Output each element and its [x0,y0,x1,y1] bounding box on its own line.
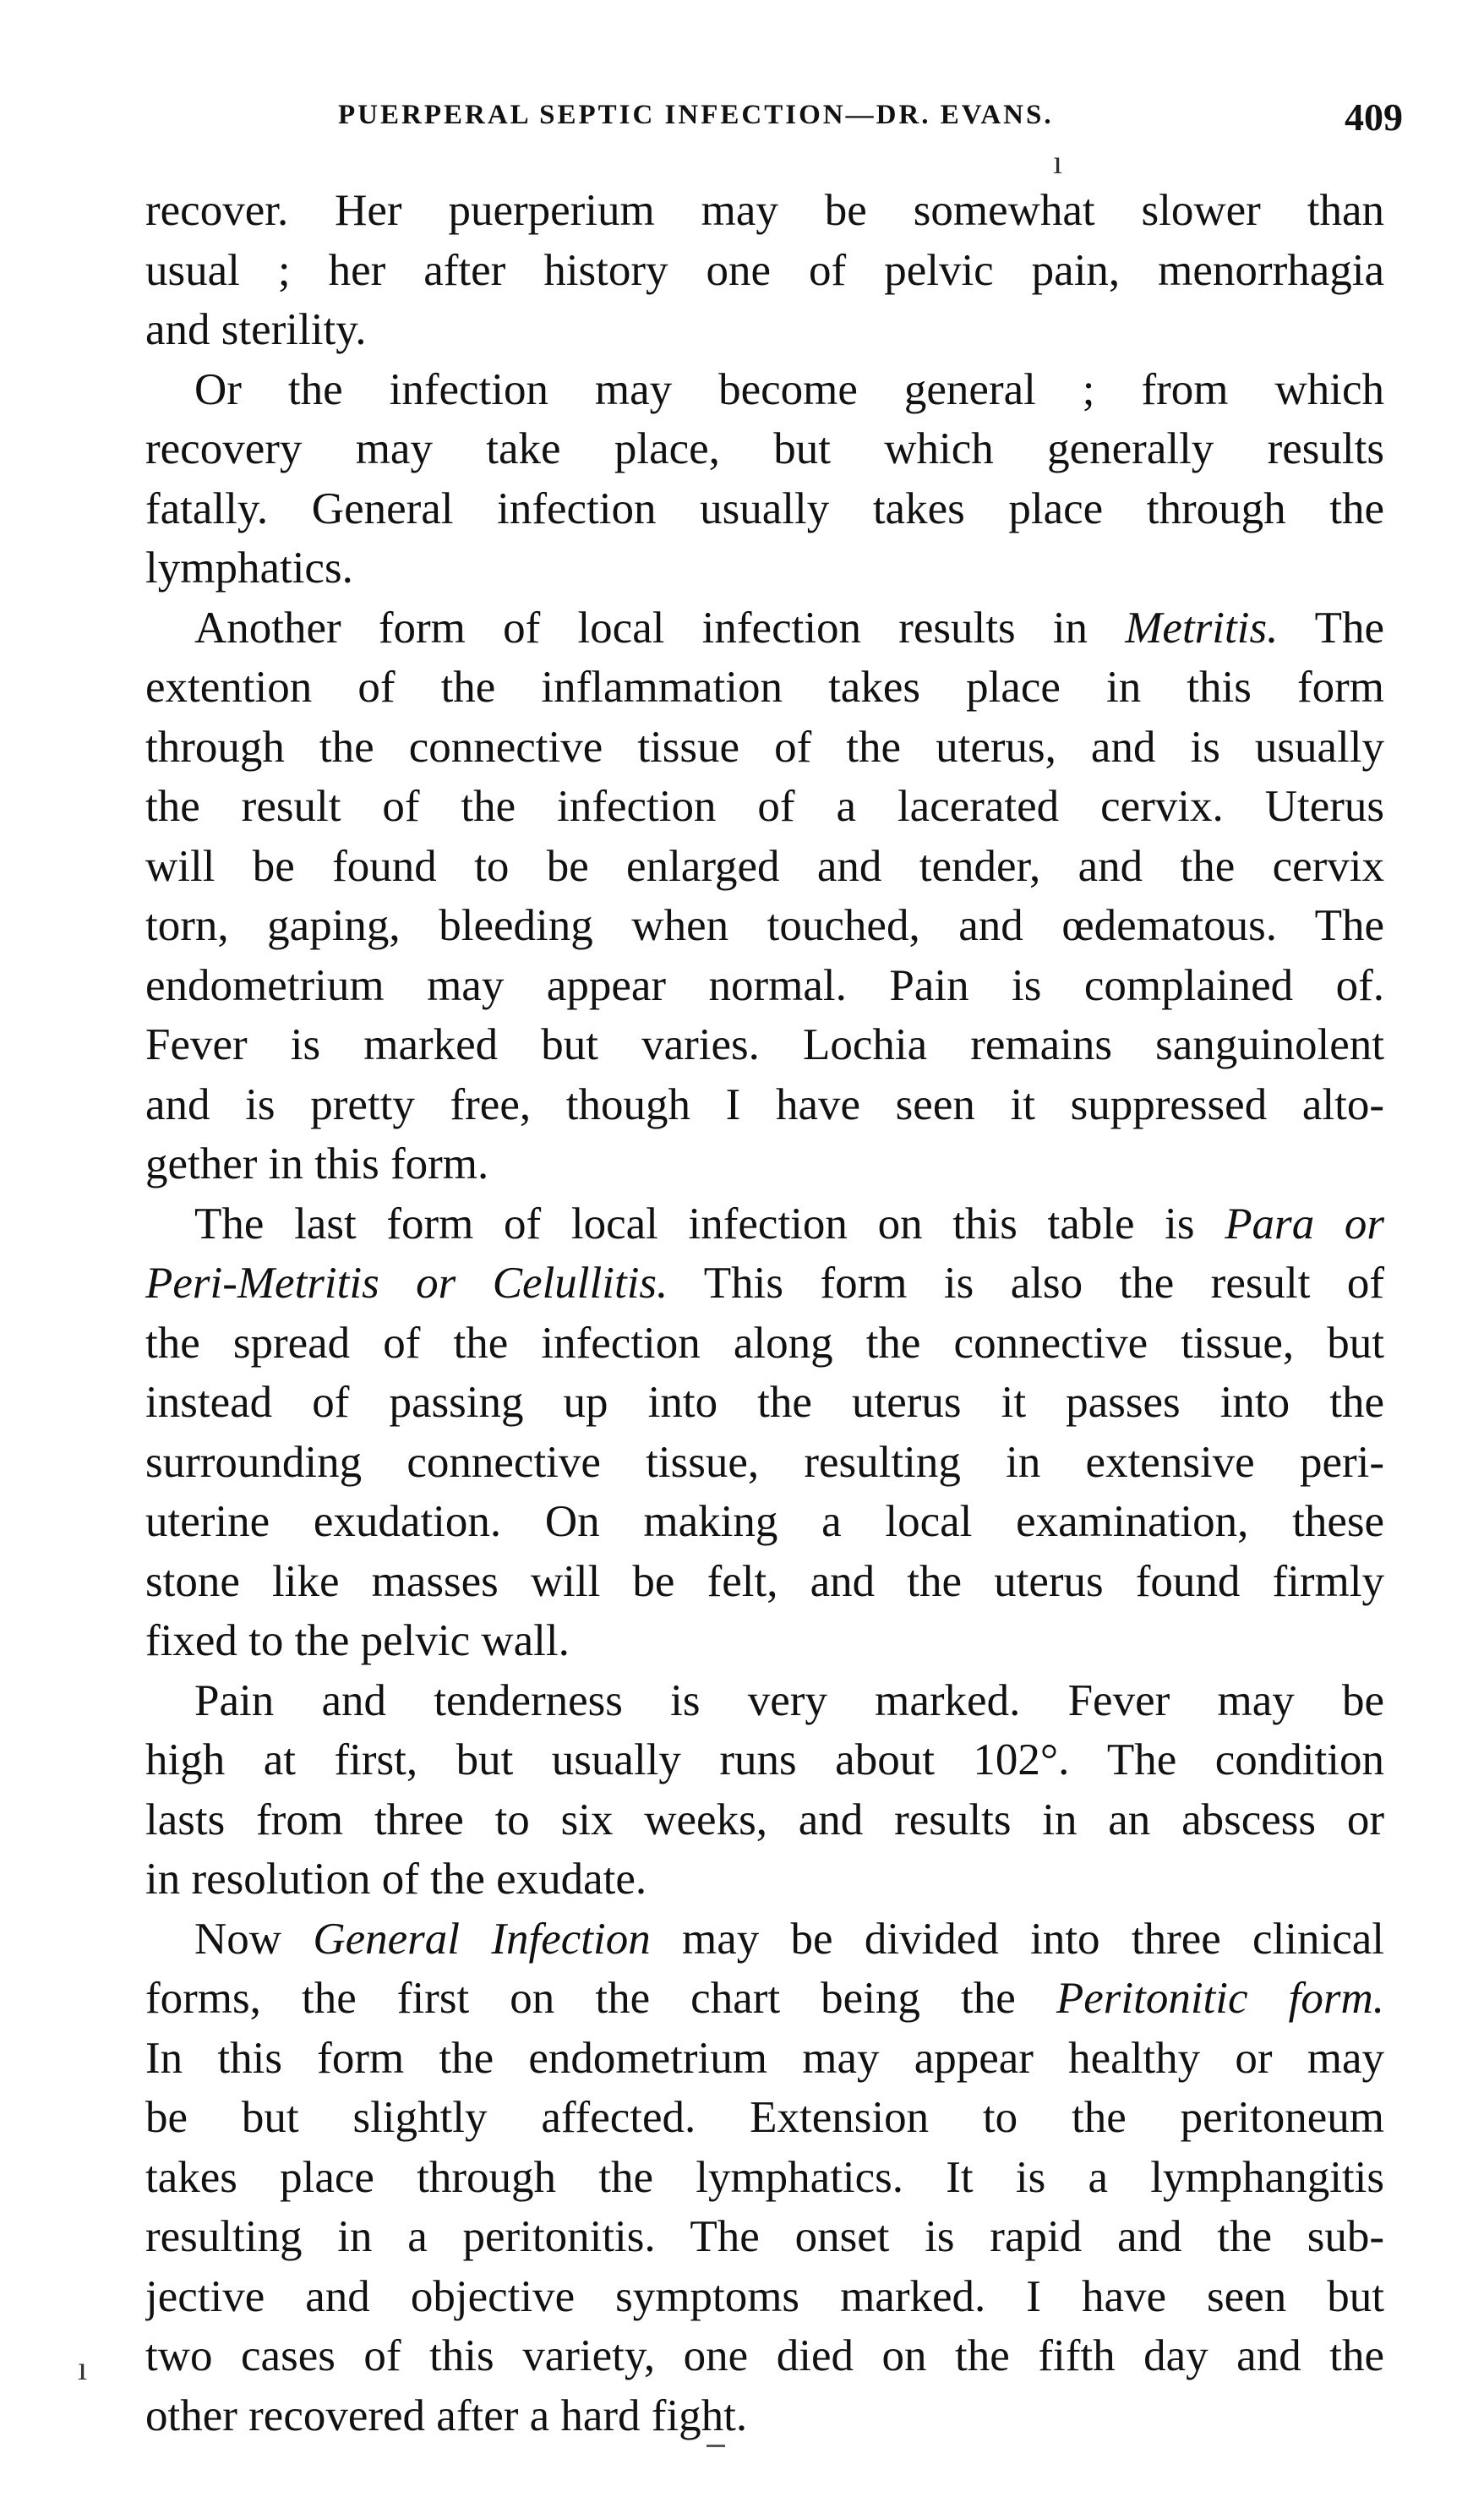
page-number: 409 [1345,96,1403,139]
text-line: the spread of the infection along the connective tissue, but [145,1318,1384,1368]
running-head: PUERPERAL SEPTIC INFECTION—DR. EVANS. [338,100,1054,130]
text-line: endometrium may appear normal. Pain is complained of. [145,960,1384,1010]
text-line: Fever is marked but varies. Lochia remains sanguinolent [145,1020,1384,1069]
text-segment: may be divided into three clinical [682,1914,1384,1964]
text-segment: The last form of local infection on this table is [194,1199,1195,1249]
text-line: fatally. General infection usually takes place through the [145,484,1384,533]
text-line [145,1194,1384,1254]
text-line [145,598,1384,658]
margin-ink-mark: ı [78,2349,88,2387]
text-line [145,1910,1384,1970]
stray-ink-mark: ı [1053,143,1063,181]
footer-dash-mark [707,2445,725,2447]
italic-term: Metritis. [1125,603,1279,653]
text-segment: Another form of local infection results in [194,603,1088,653]
text-line [145,1254,1384,1314]
text-line: In this form the endometrium may appear healthy or may [145,2033,1384,2083]
italic-term: Peritonitic form. [1056,1974,1384,2023]
italic-term: Peri-Metritis or Celullitis. [145,1259,668,1308]
text-line: in resolution of the exudate. [145,1855,647,1904]
text-line: two cases of this variety, one died on the fifth day and the [145,2331,1384,2380]
text-line: will be found to be enlarged and tender, and the cervix [145,841,1384,891]
text-line: usual ; her after history one of pelvic pain, menorrhagia [145,245,1384,295]
text-segment: The [1314,603,1384,653]
text-line: surrounding connective tissue, resulting in extensive peri- [145,1437,1384,1487]
text-line: be but slightly affected. Extension to the peritoneum [145,2093,1384,2142]
text-line: high at first, but usually runs about 102°. The condition [145,1735,1384,1784]
text-line: takes place through the lymphatics. It is a lymphangitis [145,2152,1384,2202]
text-line: and is pretty free, though I have seen it suppressed alto- [145,1079,1384,1129]
text-line: uterine exudation. On making a local examination, these [145,1497,1384,1546]
text-line: torn, gaping, bleeding when touched, and œdematous. The [145,901,1384,950]
italic-term: Para or [1225,1199,1384,1249]
text-segment: This form is also the result of [703,1259,1384,1308]
text-line: recovery may take place, but which generally results [145,424,1384,473]
text-segment: Now [194,1914,282,1964]
text-line: resulting in a peritonitis. The onset is rapid and the sub- [145,2212,1384,2261]
text-line: through the connective tissue of the uterus, and is usually [145,722,1384,772]
text-line: lymphatics. [145,544,353,593]
body-text [145,181,1384,2445]
text-line: and sterility. [145,305,367,354]
text-line: extention of the inflammation takes place in this form [145,663,1384,712]
text-line: gether in this form. [145,1139,489,1188]
page-header [338,95,1403,145]
text-line: lasts from three to six weeks, and results in an abscess or [145,1795,1384,1844]
text-line: Pain and tenderness is very marked. Fever may be [194,1675,1384,1725]
text-line: Or the infection may become general ; from which [194,364,1384,414]
text-line: the result of the infection of a lacerated cervix. Uterus [145,782,1384,831]
text-segment: forms, the first on the chart being the [145,1974,1016,2023]
text-line: recover. Her puerperium may be somewhat slower than [145,186,1384,235]
text-line: jective and objective symptoms marked. I have seen but [145,2271,1384,2321]
text-line: fixed to the pelvic wall. [145,1616,570,1665]
text-line [145,1969,1384,2029]
text-line: stone like masses will be felt, and the uterus found firmly [145,1556,1384,1606]
text-line: other recovered after a hard fight. [145,2391,748,2440]
italic-term: General Infection [313,1914,651,1964]
text-line: instead of passing up into the uterus it passes into the [145,1378,1384,1427]
